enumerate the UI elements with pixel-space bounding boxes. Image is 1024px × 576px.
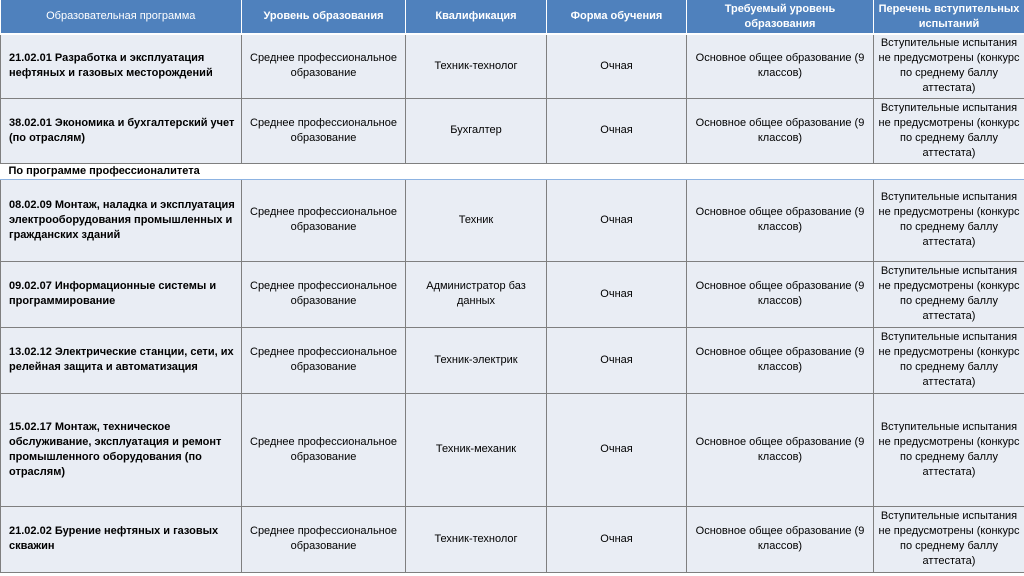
exams-cell: Вступительные испытания не предусмотрены (конкурс по среднему баллу аттестата) (874, 506, 1024, 572)
required-level-cell: Основное общее образование (9 классов) (687, 506, 874, 572)
program-cell: 15.02.17 Монтаж, техническое обслуживание, эксплуатация и ремонт промышленного оборудования (по отраслям) (1, 393, 242, 506)
table-row (1, 179, 1024, 261)
level-cell: Среднее профессиональное образование (242, 261, 406, 327)
section-label: По программе профессионалитета (1, 163, 1024, 179)
exams-cell: Вступительные испытания не предусмотрены (конкурс по среднему баллу аттестата) (874, 98, 1024, 163)
table-row (1, 506, 1024, 572)
program-cell: 08.02.09 Монтаж, наладка и эксплуатация электрооборудования промышленных и гражданских зданий (1, 179, 242, 261)
exams-cell: Вступительные испытания не предусмотрены (конкурс по среднему баллу аттестата) (874, 393, 1024, 506)
program-cell: 21.02.01 Разработка и эксплуатация нефтяных и газовых месторождений (1, 34, 242, 98)
exams-cell: Вступительные испытания не предусмотрены (конкурс по среднему баллу аттестата) (874, 179, 1024, 261)
section-row (1, 163, 1024, 179)
qualification-cell: Техник-технолог (406, 34, 547, 98)
form-cell: Очная (547, 98, 687, 163)
required-level-cell: Основное общее образование (9 классов) (687, 98, 874, 163)
exams-cell: Вступительные испытания не предусмотрены (конкурс по среднему баллу аттестата) (874, 327, 1024, 393)
level-cell: Среднее профессиональное образование (242, 179, 406, 261)
table-row (1, 393, 1024, 506)
table-row (1, 34, 1024, 98)
header-exams: Перечень вступительных испытаний (874, 0, 1024, 34)
header-program: Образовательная программа (1, 0, 242, 34)
level-cell: Среднее профессиональное образование (242, 393, 406, 506)
qualification-cell: Техник (406, 179, 547, 261)
header-form: Форма обучения (547, 0, 687, 34)
required-level-cell: Основное общее образование (9 классов) (687, 34, 874, 98)
level-cell: Среднее профессиональное образование (242, 506, 406, 572)
qualification-cell: Техник-механик (406, 393, 547, 506)
form-cell: Очная (547, 34, 687, 98)
form-cell: Очная (547, 506, 687, 572)
form-cell: Очная (547, 327, 687, 393)
required-level-cell: Основное общее образование (9 классов) (687, 179, 874, 261)
required-level-cell: Основное общее образование (9 классов) (687, 327, 874, 393)
level-cell: Среднее профессиональное образование (242, 327, 406, 393)
program-cell: 09.02.07 Информационные системы и программирование (1, 261, 242, 327)
exams-cell: Вступительные испытания не предусмотрены (конкурс по среднему баллу аттестата) (874, 261, 1024, 327)
form-cell: Очная (547, 261, 687, 327)
qualification-cell: Администратор баз данных (406, 261, 547, 327)
program-cell: 13.02.12 Электрические станции, сети, их релейная защита и автоматизация (1, 327, 242, 393)
table-header-row (1, 0, 1024, 34)
table-row (1, 327, 1024, 393)
header-level: Уровень образования (242, 0, 406, 34)
form-cell: Очная (547, 179, 687, 261)
header-required-level: Требуемый уровень образования (687, 0, 874, 34)
level-cell: Среднее профессиональное образование (242, 98, 406, 163)
required-level-cell: Основное общее образование (9 классов) (687, 393, 874, 506)
table-row (1, 261, 1024, 327)
qualification-cell: Бухгалтер (406, 98, 547, 163)
qualification-cell: Техник-электрик (406, 327, 547, 393)
header-qualification: Квалификация (406, 0, 547, 34)
form-cell: Очная (547, 393, 687, 506)
program-cell: 38.02.01 Экономика и бухгалтерский учет (по отраслям) (1, 98, 242, 163)
level-cell: Среднее профессиональное образование (242, 34, 406, 98)
exams-cell: Вступительные испытания не предусмотрены (конкурс по среднему баллу аттестата) (874, 34, 1024, 98)
qualification-cell: Техник-технолог (406, 506, 547, 572)
table-row (1, 98, 1024, 163)
required-level-cell: Основное общее образование (9 классов) (687, 261, 874, 327)
program-cell: 21.02.02 Бурение нефтяных и газовых скважин (1, 506, 242, 572)
